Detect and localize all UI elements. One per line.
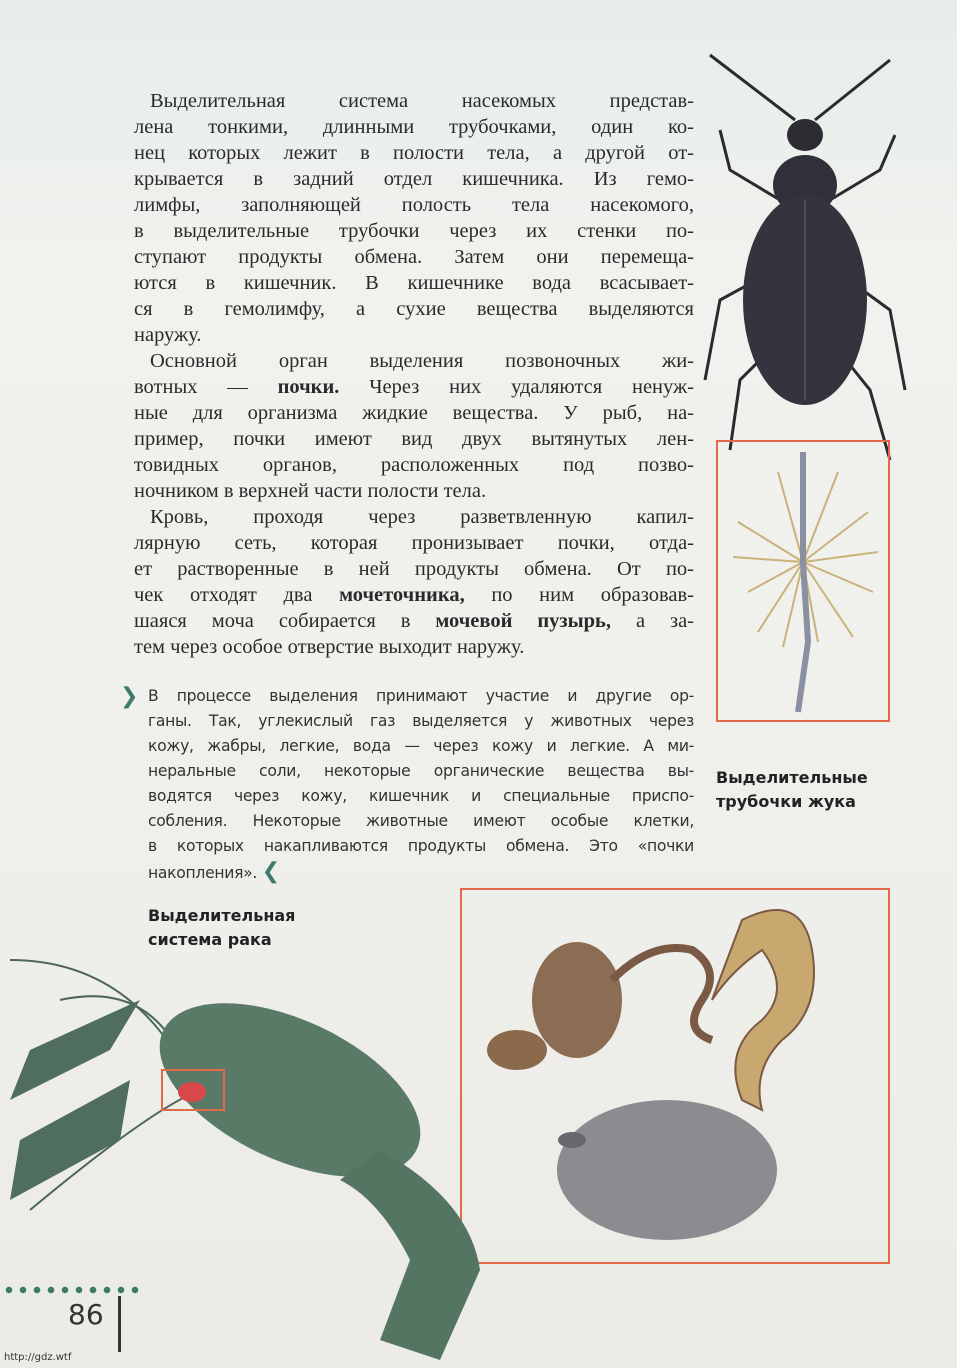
text-segment: по ним образовав- xyxy=(464,584,694,606)
text-line xyxy=(134,478,694,504)
crayfish-organs-frame xyxy=(460,888,890,1264)
text-segment: Кровь, проходя через разветвленную капил- xyxy=(150,506,694,528)
sidenote-line: водятся через кожу, кишечник и специальные приспо- xyxy=(148,787,694,805)
text-line xyxy=(134,504,694,530)
text-segment: лимфы, заполняющей полость тела насекомого, xyxy=(134,194,694,216)
caption-line: трубочки жука xyxy=(716,792,856,811)
text-segment: ступают продукты обмена. Затем они перемеща- xyxy=(134,246,694,268)
text-segment: ночником в верхней части полости тела. xyxy=(134,480,487,502)
text-segment: а за- xyxy=(611,610,694,632)
text-segment: тем через особое отверстие выходит наружу. xyxy=(134,636,525,658)
text-segment: пример, почки имеют вид двух вытянутых лен- xyxy=(134,428,694,450)
sidenote-line: накопления». ❮ xyxy=(148,859,280,884)
chevron-left-icon: ❮ xyxy=(261,859,280,884)
text-line xyxy=(134,374,694,400)
sidenote-other-organs xyxy=(120,684,694,884)
sidenote-line: ганы. Так, углекислый газ выделяется у животных через xyxy=(148,712,694,730)
malpighian-tubules-illustration xyxy=(718,442,888,720)
sidenote-line: ❯ В процессе выделения принимают участие и другие ор- xyxy=(120,684,694,709)
text-line xyxy=(134,400,694,426)
text-segment: Через них удаляются ненуж- xyxy=(339,376,694,398)
text-segment: вотных — xyxy=(134,376,278,398)
text-line xyxy=(134,244,694,270)
page-number-divider xyxy=(118,1296,121,1352)
text-segment: товидных органов, расположенных под позво- xyxy=(134,454,694,476)
text-line xyxy=(134,608,694,634)
sidenote-line: собления. Некоторые животные имеют особые клетки, xyxy=(148,812,694,830)
green-gland-illustration xyxy=(462,890,888,1262)
paragraph-vertebrate-kidneys xyxy=(134,348,694,504)
text-segment: нец которых лежит в полости тела, а другой от- xyxy=(134,142,694,164)
text-line xyxy=(134,348,694,374)
sidenote-line: кожу, жабры, легкие, вода — через кожу и легкие. А ми- xyxy=(148,737,694,755)
text-line xyxy=(134,582,694,608)
page-decoration-dots xyxy=(2,1286,142,1294)
text-line xyxy=(134,218,694,244)
text-segment: ся в гемолимфу, а сухие вещества выделяются xyxy=(134,298,694,320)
sidenote-line: неральные соли, некоторые органические вещества вы- xyxy=(148,762,694,780)
paragraph-insect-excretion xyxy=(134,88,694,348)
text-line xyxy=(134,322,694,348)
text-segment: Основной орган выделения позвоночных жи- xyxy=(150,350,694,372)
bold-term: почки. xyxy=(277,376,340,398)
text-line xyxy=(134,192,694,218)
text-line xyxy=(134,556,694,582)
text-line xyxy=(134,114,694,140)
text-line xyxy=(134,140,694,166)
text-segment: ются в кишечник. В кишечнике вода всасывает- xyxy=(134,272,694,294)
text-line xyxy=(134,296,694,322)
paragraph-blood-kidneys xyxy=(134,504,694,660)
text-line xyxy=(134,426,694,452)
text-segment: ные для организма жидкие вещества. У рыб, на- xyxy=(134,402,694,424)
text-segment: наружу. xyxy=(134,324,202,346)
watermark-url: http://gdz.wtf xyxy=(4,1352,72,1363)
bold-term: мочевой пузырь, xyxy=(435,610,611,632)
text-segment: чек отходят два xyxy=(134,584,340,606)
text-line xyxy=(134,88,694,114)
text-segment: Выделительная система насекомых представ- xyxy=(150,90,694,112)
bold-term: мочеточника, xyxy=(339,584,465,606)
caption-line: система рака xyxy=(148,930,272,949)
page-number: 86 xyxy=(68,1298,104,1331)
sidenote-line: в которых накапливаются продукты обмена. Это «почки xyxy=(148,837,694,855)
text-line xyxy=(134,452,694,478)
text-segment: лена тонкими, длинными трубочками, один ко- xyxy=(134,116,694,138)
caption-line: Выделительные xyxy=(716,768,868,787)
caption-line: Выделительная xyxy=(148,906,296,925)
text-line xyxy=(134,166,694,192)
beetle-illustration xyxy=(690,50,930,470)
text-segment: лярную сеть, которая пронизывает почки, отда- xyxy=(134,532,694,554)
beetle-tubules-frame xyxy=(716,440,890,722)
text-segment: шаяся моча собирается в xyxy=(134,610,436,632)
chevron-right-icon: ❯ xyxy=(120,684,139,709)
text-line xyxy=(134,530,694,556)
text-segment: в выделительные трубочки через их стенки по- xyxy=(134,220,694,242)
caption-beetle-tubules xyxy=(716,766,868,814)
text-line xyxy=(134,634,694,660)
text-segment: крывается в задний отдел кишечника. Из гемо- xyxy=(134,168,694,190)
text-segment: ет растворенные в ней продукты обмена. От по- xyxy=(134,558,694,580)
text-line xyxy=(134,270,694,296)
